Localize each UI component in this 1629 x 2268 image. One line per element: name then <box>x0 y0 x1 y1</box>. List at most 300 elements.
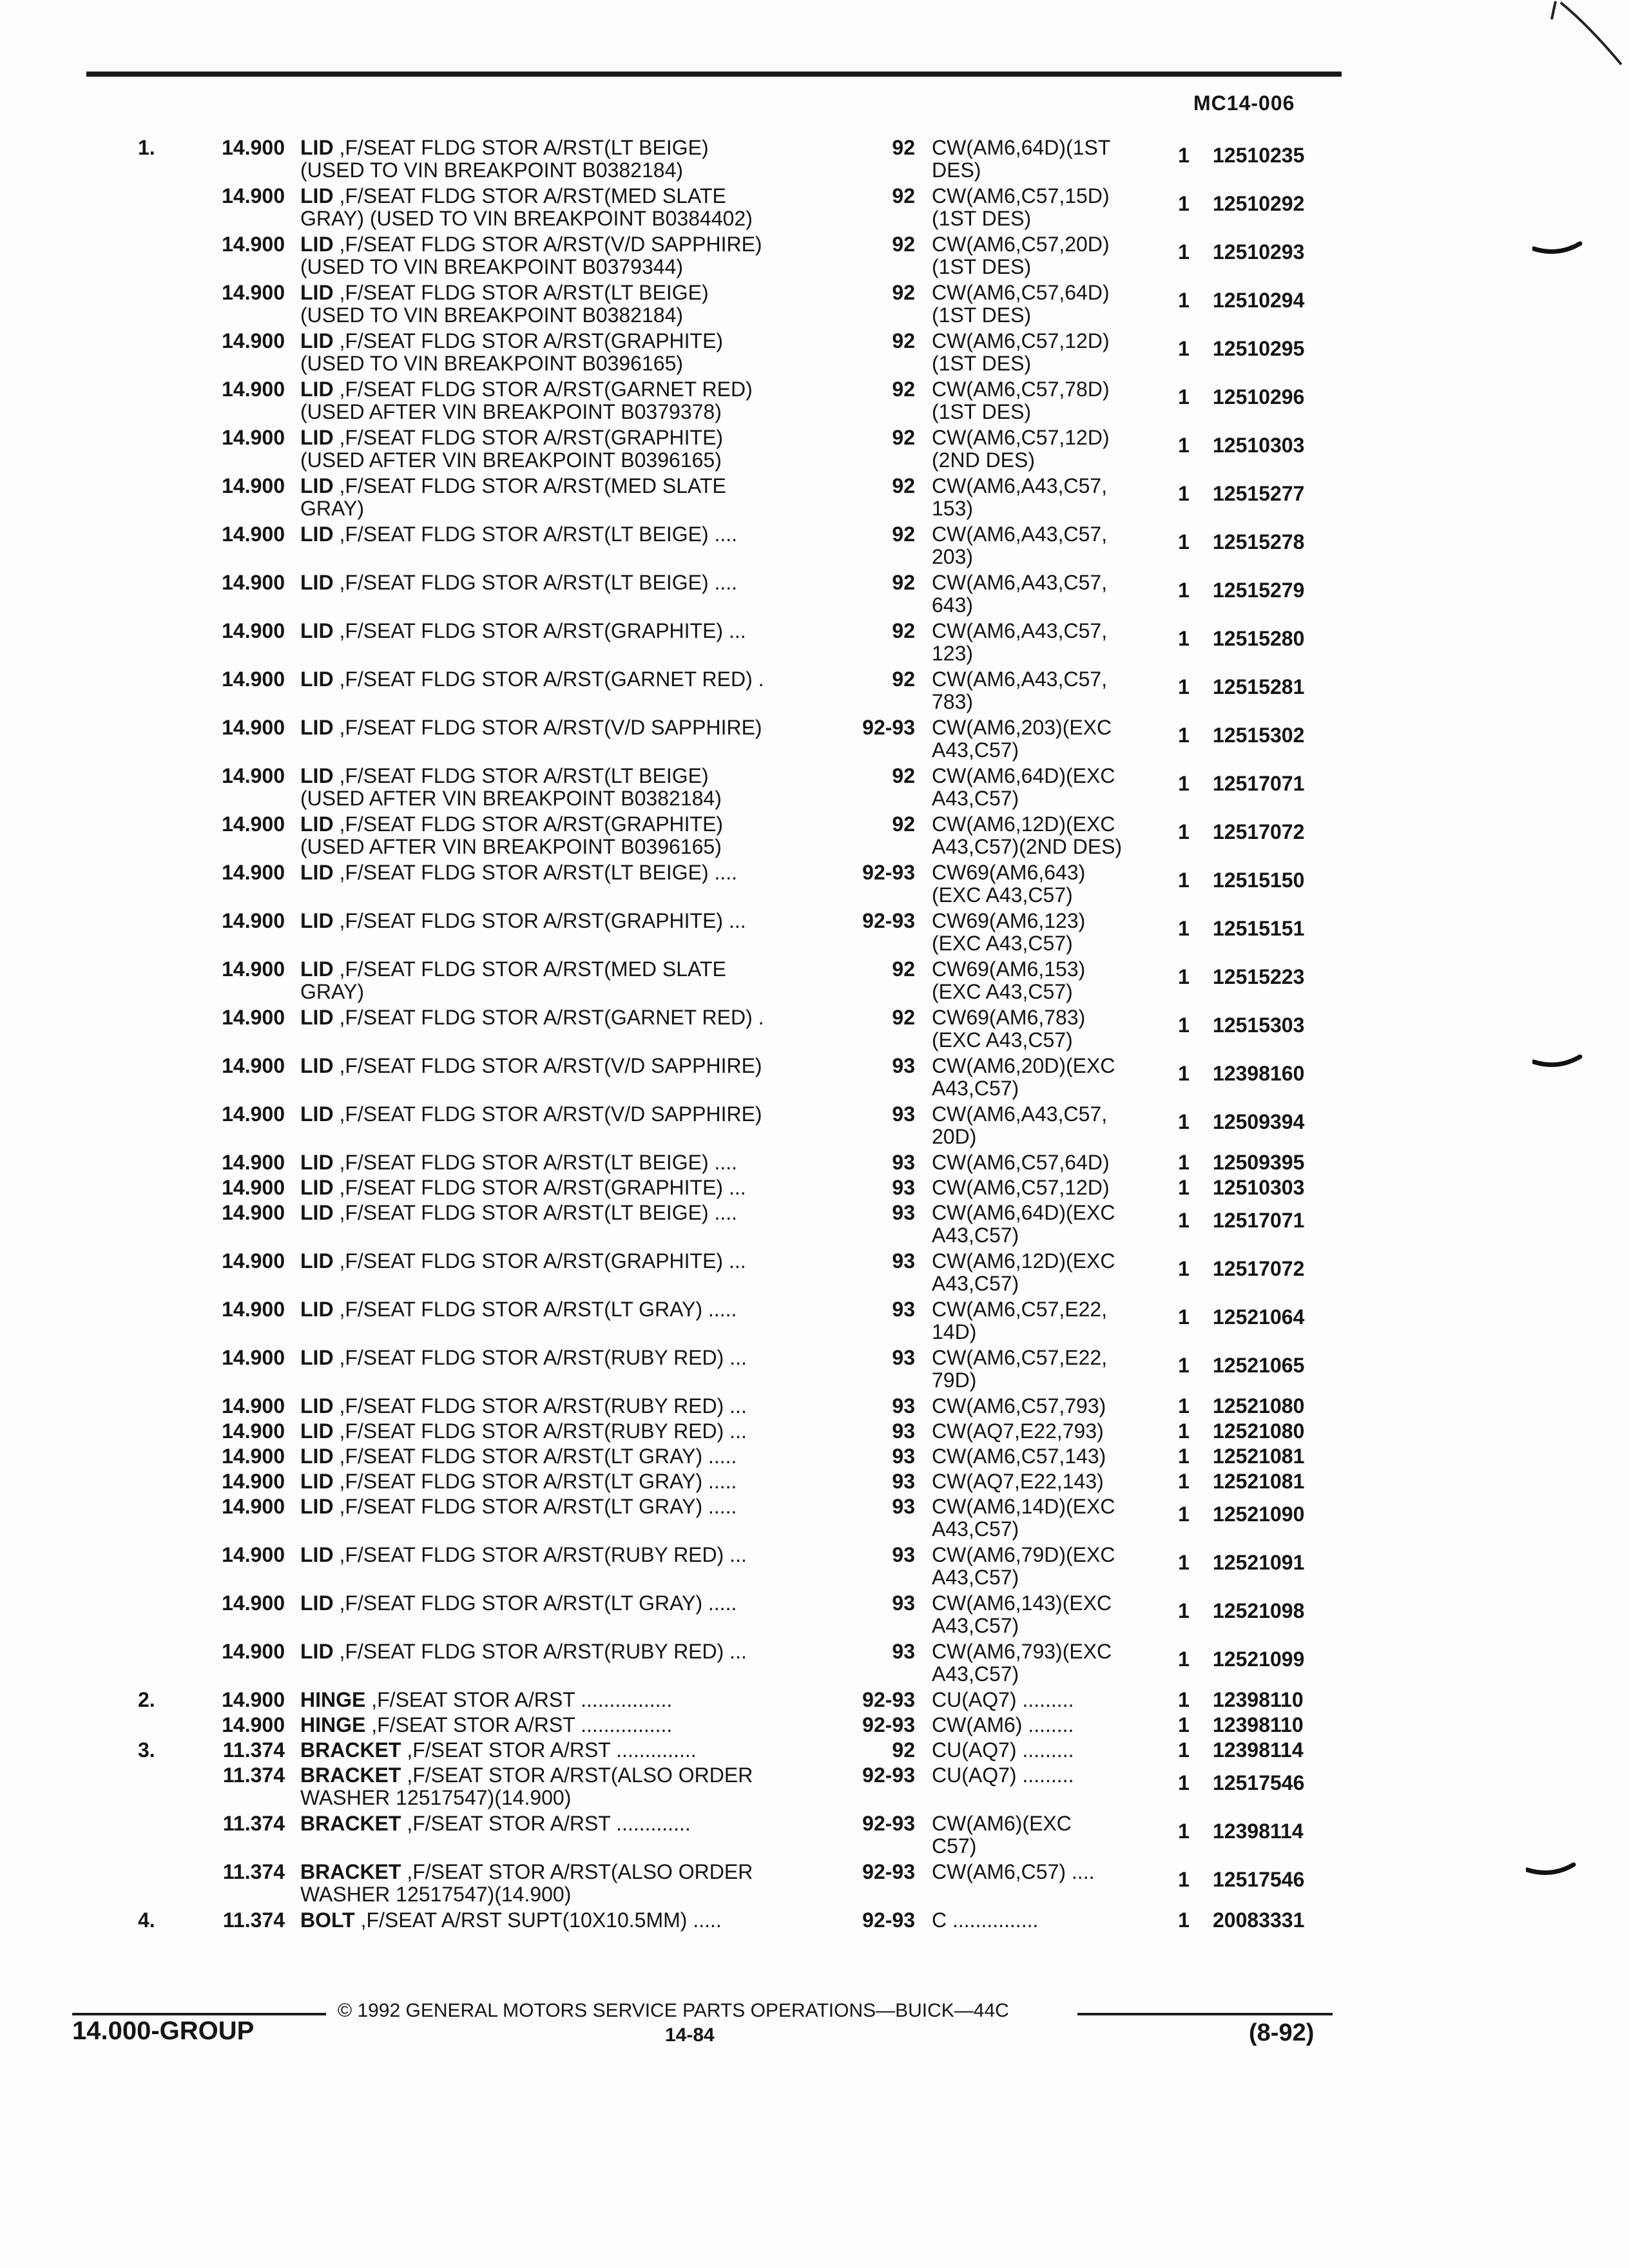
part-description <box>300 475 726 520</box>
model-year: 92-93 <box>862 1713 915 1736</box>
footer-page-number: 14-84 <box>665 2024 715 2046</box>
series-code-line: CW(AM6,C57,12D) <box>932 1176 1110 1199</box>
series-codes <box>932 1103 1107 1148</box>
quantity: 1 <box>1178 627 1190 650</box>
part-number: 12398160 <box>1213 1062 1305 1085</box>
series-codes <box>932 1298 1107 1343</box>
series-code-line: CW(AM6,C57) .... <box>932 1860 1095 1883</box>
description-line: LID ,F/SEAT FLDG STOR A/RST(LT GRAY) ..... <box>300 1445 737 1468</box>
model-year: 92 <box>892 378 915 401</box>
part-number: 12521080 <box>1213 1394 1305 1418</box>
group-number: 14.900 <box>222 1713 285 1736</box>
series-code-line: (EXC A43,C57) <box>932 883 1073 907</box>
series-code-line: CW(AM6,A43,C57, <box>932 523 1108 546</box>
quantity: 1 <box>1178 434 1190 457</box>
series-code-line: CW(AM6,C57,E22, <box>932 1298 1108 1321</box>
part-description <box>300 427 723 472</box>
quantity: 1 <box>1178 1419 1190 1443</box>
series-codes <box>932 1347 1107 1392</box>
model-year: 93 <box>892 1201 915 1224</box>
description-line: LID ,F/SEAT FLDG STOR A/RST(LT BEIGE) .... <box>300 1201 738 1224</box>
quantity: 1 <box>1178 1648 1190 1671</box>
series-code-line: (2ND DES) <box>932 448 1036 472</box>
part-description <box>300 572 737 594</box>
part-number: 12515278 <box>1213 530 1305 553</box>
series-code-line: CW(AM6,C57,78D) <box>932 378 1110 401</box>
series-codes <box>932 813 1122 858</box>
description-line: (USED TO VIN BREAKPOINT B0379344) <box>300 255 684 278</box>
series-code-line: CW(AM6,C57,64D) <box>932 1151 1110 1174</box>
description-line: LID ,F/SEAT FLDG STOR A/RST(MED SLATE <box>300 184 726 207</box>
series-code-line: A43,C57) <box>932 1224 1019 1247</box>
series-code-line: 14D) <box>932 1320 977 1343</box>
series-codes <box>932 861 1085 907</box>
group-number: 14.900 <box>222 1688 285 1711</box>
model-year: 92-93 <box>862 909 915 932</box>
group-number: 14.900 <box>222 812 285 836</box>
quantity: 1 <box>1178 1257 1190 1280</box>
part-number: 12510293 <box>1213 240 1305 264</box>
footer-rule-right <box>1077 2013 1333 2015</box>
part-description <box>300 1861 753 1906</box>
group-number: 11.374 <box>222 1860 285 1883</box>
series-codes <box>932 137 1110 182</box>
quantity: 1 <box>1178 1738 1190 1762</box>
description-line: LID ,F/SEAT FLDG STOR A/RST(LT BEIGE) <box>300 764 709 787</box>
part-description <box>300 668 764 691</box>
margin-tick-mark <box>1532 1053 1584 1079</box>
model-year: 92 <box>892 668 915 691</box>
part-number: 12521099 <box>1213 1648 1305 1671</box>
quantity: 1 <box>1178 192 1190 215</box>
series-code-line: CU(AQ7) ......... <box>932 1763 1074 1787</box>
group-number: 14.900 <box>222 474 285 497</box>
part-description <box>300 1689 672 1711</box>
part-number: 12517546 <box>1213 1868 1305 1891</box>
model-year: 92-93 <box>862 861 915 884</box>
part-number: 12515302 <box>1213 724 1305 747</box>
series-code-line: 79D) <box>932 1369 977 1392</box>
series-codes <box>932 378 1110 423</box>
group-number: 14.900 <box>222 1394 285 1418</box>
group-number: 14.900 <box>222 909 285 932</box>
model-year: 93 <box>892 1298 915 1321</box>
series-codes <box>932 1177 1110 1199</box>
model-year: 92 <box>892 1738 915 1762</box>
model-year: 92 <box>892 474 915 497</box>
model-year: 93 <box>892 1445 915 1468</box>
series-codes <box>932 1420 1104 1443</box>
model-year: 92-93 <box>862 716 915 739</box>
part-number: 12510296 <box>1213 385 1305 408</box>
series-codes <box>932 1861 1094 1883</box>
series-code-line: A43,C57) <box>932 1566 1019 1589</box>
series-code-line: (1ST DES) <box>932 207 1032 230</box>
description-line: HINGE ,F/SEAT STOR A/RST ................ <box>300 1688 673 1711</box>
group-number: 14.900 <box>222 619 285 642</box>
description-line: LID ,F/SEAT FLDG STOR A/RST(RUBY RED) ... <box>300 1346 747 1369</box>
part-number: 12521064 <box>1213 1305 1305 1329</box>
description-line: HINGE ,F/SEAT STOR A/RST ................ <box>300 1713 673 1736</box>
series-codes <box>932 1739 1074 1762</box>
part-number: 12515280 <box>1213 627 1305 650</box>
part-description <box>300 378 753 423</box>
description-line: LID ,F/SEAT FLDG STOR A/RST(GRAPHITE) ... <box>300 619 746 642</box>
series-codes <box>932 1764 1074 1787</box>
quantity: 1 <box>1178 1354 1190 1377</box>
description-line: LID ,F/SEAT FLDG STOR A/RST(LT BEIGE) <box>300 136 709 159</box>
group-number: 14.900 <box>222 136 285 159</box>
corner-scratch-mark <box>1544 0 1629 71</box>
quantity: 1 <box>1178 1062 1190 1085</box>
model-year: 92 <box>892 329 915 352</box>
series-code-line: CW(AM6,A43,C57, <box>932 571 1108 594</box>
part-description <box>300 1470 737 1493</box>
group-number: 14.900 <box>222 1151 285 1174</box>
quantity: 1 <box>1178 1713 1190 1736</box>
description-line: BOLT ,F/SEAT A/RST SUPT(10X10.5MM) ..... <box>300 1908 722 1932</box>
description-line: LID ,F/SEAT FLDG STOR A/RST(GARNET RED) . <box>300 1006 764 1029</box>
part-description <box>300 910 746 932</box>
series-codes <box>932 523 1107 568</box>
group-number: 14.900 <box>222 668 285 691</box>
part-number: 12509395 <box>1213 1151 1305 1174</box>
series-code-line: A43,C57) <box>932 1517 1019 1541</box>
quantity: 1 <box>1178 1394 1190 1418</box>
group-number: 14.900 <box>222 426 285 449</box>
margin-tick-mark <box>1532 240 1584 265</box>
quantity: 1 <box>1178 1445 1190 1468</box>
series-code-line: C57) <box>932 1834 977 1858</box>
series-codes <box>932 185 1110 230</box>
model-year: 92-93 <box>862 1908 915 1932</box>
part-number: 12515150 <box>1213 869 1305 892</box>
description-line: WASHER 12517547)(14.900) <box>300 1883 572 1906</box>
quantity: 1 <box>1178 1551 1190 1574</box>
series-code-line: 153) <box>932 497 974 520</box>
part-description <box>300 958 726 1003</box>
part-description <box>300 1445 737 1468</box>
part-number: 20083331 <box>1213 1908 1305 1932</box>
part-description <box>300 282 709 327</box>
group-number: 14.900 <box>222 233 285 256</box>
description-line: LID ,F/SEAT FLDG STOR A/RST(GRAPHITE) ... <box>300 1249 746 1273</box>
series-code-line: (EXC A43,C57) <box>932 980 1073 1003</box>
series-codes <box>932 1006 1085 1052</box>
model-year: 93 <box>892 1249 915 1273</box>
model-year: 93 <box>892 1394 915 1418</box>
series-code-line: CW(AM6,12D)(EXC <box>932 812 1115 836</box>
series-code-line: CW69(AM6,153) <box>932 957 1086 981</box>
series-codes <box>932 1151 1110 1174</box>
series-code-line: CW(AM6,A43,C57, <box>932 1102 1108 1126</box>
part-number: 12515223 <box>1213 965 1305 988</box>
part-number: 12398114 <box>1213 1738 1304 1762</box>
series-code-line: CW(AM6,20D)(EXC <box>932 1054 1115 1077</box>
series-code-line: CW(AM6,A43,C57, <box>932 668 1108 691</box>
series-code-line: CW69(AM6,123) <box>932 909 1086 932</box>
series-codes <box>932 1495 1115 1541</box>
description-line: GRAY) <box>300 497 364 520</box>
series-codes <box>932 1689 1074 1711</box>
part-number: 12521081 <box>1213 1470 1305 1493</box>
model-year: 92 <box>892 136 915 159</box>
quantity: 1 <box>1178 579 1190 602</box>
group-number: 14.900 <box>222 1006 285 1029</box>
series-code-line: 643) <box>932 593 974 617</box>
series-code-line: CW(AM6,C57,793) <box>932 1394 1106 1418</box>
quantity: 1 <box>1178 1771 1190 1794</box>
group-number: 14.900 <box>222 861 285 884</box>
group-number: 14.900 <box>222 1201 285 1224</box>
model-year: 93 <box>892 1176 915 1199</box>
quantity: 1 <box>1178 1868 1190 1891</box>
series-codes <box>932 1470 1104 1493</box>
description-line: LID ,F/SEAT FLDG STOR A/RST(MED SLATE <box>300 474 726 497</box>
group-number: 14.900 <box>222 1102 285 1126</box>
series-code-line: CW69(AM6,783) <box>932 1006 1086 1029</box>
series-codes <box>932 330 1110 375</box>
description-line: LID ,F/SEAT FLDG STOR A/RST(LT GRAY) ..... <box>300 1298 737 1321</box>
part-description <box>300 1006 764 1029</box>
group-number: 14.900 <box>222 281 285 304</box>
description-line: LID ,F/SEAT FLDG STOR A/RST(GRAPHITE) <box>300 329 724 352</box>
series-code-line: CW(AM6,C57,20D) <box>932 233 1110 256</box>
series-code-line: CW(AM6,143)(EXC <box>932 1591 1112 1615</box>
footer-rule-left <box>72 2013 326 2015</box>
model-year: 92 <box>892 426 915 449</box>
quantity: 1 <box>1178 1305 1190 1329</box>
series-code-line: CW(AM6,64D)(1ST <box>932 136 1111 159</box>
description-line: LID ,F/SEAT FLDG STOR A/RST(GRAPHITE) <box>300 812 724 836</box>
quantity: 1 <box>1178 240 1190 264</box>
quantity: 1 <box>1178 772 1190 795</box>
quantity: 1 <box>1178 1820 1190 1843</box>
series-codes <box>932 1812 1072 1858</box>
part-description <box>300 1739 697 1762</box>
part-number: 12521081 <box>1213 1445 1305 1468</box>
group-number: 14.900 <box>222 1346 285 1369</box>
quantity: 1 <box>1178 1014 1190 1037</box>
series-code-line: 203) <box>932 545 974 568</box>
description-line: LID ,F/SEAT FLDG STOR A/RST(RUBY RED) ... <box>300 1419 747 1443</box>
model-year: 92-93 <box>862 1688 915 1711</box>
group-number: 14.900 <box>222 1543 285 1566</box>
model-year: 92 <box>892 571 915 594</box>
series-code-line: A43,C57) <box>932 1614 1019 1637</box>
series-codes <box>932 716 1112 762</box>
series-code-line: (1ST DES) <box>932 255 1032 278</box>
part-description <box>300 716 762 739</box>
series-code-line: CW(AM6,C57,12D) <box>932 329 1110 352</box>
series-code-line: CW(AM6,203)(EXC <box>932 716 1112 739</box>
series-code-line: CW(AM6,12D)(EXC <box>932 1249 1115 1273</box>
part-description <box>300 1495 737 1518</box>
group-number: 11.374 <box>222 1908 285 1932</box>
series-codes <box>932 282 1110 327</box>
footer-copyright: © 1992 GENERAL MOTORS SERVICE PARTS OPERATIONS—BUICK—44C <box>338 2000 1009 2021</box>
model-year: 92 <box>892 281 915 304</box>
series-code-line: CW(AM6,C57,143) <box>932 1445 1106 1468</box>
model-year: 93 <box>892 1470 915 1493</box>
quantity: 1 <box>1178 289 1190 312</box>
quantity: 1 <box>1178 1110 1190 1133</box>
description-line: LID ,F/SEAT FLDG STOR A/RST(LT BEIGE) .... <box>300 571 738 594</box>
part-number: 12517071 <box>1213 772 1305 795</box>
description-line: LID ,F/SEAT FLDG STOR A/RST(V/D SAPPHIRE) <box>300 716 762 739</box>
description-line: LID ,F/SEAT FLDG STOR A/RST(LT BEIGE) .... <box>300 1151 738 1174</box>
description-line: LID ,F/SEAT FLDG STOR A/RST(GRAPHITE) ... <box>300 1176 746 1199</box>
series-code-line: CW(AQ7,E22,143) <box>932 1470 1104 1493</box>
group-number: 14.900 <box>222 184 285 207</box>
group-number: 14.900 <box>222 329 285 352</box>
quantity: 1 <box>1178 1908 1190 1932</box>
series-code-line: A43,C57) <box>932 787 1019 810</box>
part-description <box>300 620 746 642</box>
quantity: 1 <box>1178 820 1190 843</box>
model-year: 92 <box>892 812 915 836</box>
description-line: LID ,F/SEAT FLDG STOR A/RST(GRAPHITE) <box>300 426 724 449</box>
model-year: 93 <box>892 1151 915 1174</box>
model-year: 92 <box>892 957 915 981</box>
model-year: 92 <box>892 1006 915 1029</box>
series-code-line: A43,C57) <box>932 1662 1019 1686</box>
part-number: 12509394 <box>1213 1110 1305 1133</box>
part-number: 12521098 <box>1213 1599 1305 1622</box>
series-codes <box>932 233 1110 278</box>
series-codes <box>932 1250 1115 1295</box>
series-code-line: (1ST DES) <box>932 400 1032 423</box>
quantity: 1 <box>1178 530 1190 553</box>
part-number: 12398110 <box>1213 1713 1304 1736</box>
series-code-line: A43,C57) <box>932 1077 1019 1100</box>
series-codes <box>932 1544 1115 1589</box>
series-codes <box>932 1640 1112 1686</box>
description-line: (USED TO VIN BREAKPOINT B0396165) <box>300 352 684 375</box>
quantity: 1 <box>1178 1599 1190 1622</box>
part-number: 12521080 <box>1213 1419 1305 1443</box>
description-line: LID ,F/SEAT FLDG STOR A/RST(V/D SAPPHIRE) <box>300 1102 762 1126</box>
quantity: 1 <box>1178 144 1190 167</box>
group-number: 11.374 <box>222 1812 285 1835</box>
description-line: GRAY) <box>300 980 364 1003</box>
part-description <box>300 1177 746 1199</box>
part-description <box>300 1714 672 1736</box>
part-number: 12510292 <box>1213 192 1305 215</box>
part-description <box>300 1544 747 1566</box>
part-description <box>300 1103 762 1126</box>
part-number: 12398110 <box>1213 1688 1304 1711</box>
group-number: 14.900 <box>222 378 285 401</box>
part-number: 12510303 <box>1213 1176 1305 1199</box>
group-number: 14.900 <box>222 1470 285 1493</box>
series-code-line: CW(AM6,793)(EXC <box>932 1640 1112 1663</box>
part-description <box>300 813 723 858</box>
quantity: 1 <box>1178 965 1190 988</box>
description-line: (USED AFTER VIN BREAKPOINT B0382184) <box>300 787 722 810</box>
part-number: 12521091 <box>1213 1551 1305 1574</box>
description-line: LID ,F/SEAT FLDG STOR A/RST(GARNET RED) <box>300 378 753 401</box>
quantity: 1 <box>1178 1470 1190 1493</box>
model-year: 92 <box>892 619 915 642</box>
part-description <box>300 185 753 230</box>
quantity: 1 <box>1178 1151 1190 1174</box>
description-line: LID ,F/SEAT FLDG STOR A/RST(MED SLATE <box>300 957 726 981</box>
series-codes <box>932 1714 1074 1736</box>
series-code-line: CU(AQ7) ......... <box>932 1688 1074 1711</box>
group-number: 14.900 <box>222 1640 285 1663</box>
series-code-line: (EXC A43,C57) <box>932 932 1073 955</box>
group-number: 14.900 <box>222 716 285 739</box>
model-year: 92-93 <box>862 1860 915 1883</box>
group-number: 14.900 <box>222 1249 285 1273</box>
group-number: 11.374 <box>222 1738 285 1762</box>
part-description <box>300 1151 737 1174</box>
group-number: 11.374 <box>222 1763 285 1787</box>
description-line: (USED AFTER VIN BREAKPOINT B0396165) <box>300 448 722 472</box>
series-codes <box>932 958 1085 1003</box>
part-number: 12515151 <box>1213 917 1305 940</box>
item-number: 1. <box>138 136 155 159</box>
part-number: 12515281 <box>1213 675 1305 698</box>
quantity: 1 <box>1178 1688 1190 1711</box>
description-line: LID ,F/SEAT FLDG STOR A/RST(LT GRAY) ..... <box>300 1470 737 1493</box>
series-code-line: (1ST DES) <box>932 303 1032 327</box>
quantity: 1 <box>1178 869 1190 892</box>
model-year: 92-93 <box>862 1812 915 1835</box>
series-codes <box>932 572 1107 617</box>
series-codes <box>932 1202 1115 1247</box>
series-code-line: CW(AM6,64D)(EXC <box>932 764 1115 787</box>
series-code-line: C ............... <box>932 1908 1039 1932</box>
group-number: 14.900 <box>222 764 285 787</box>
part-description <box>300 1250 746 1273</box>
series-codes <box>932 475 1107 520</box>
part-description <box>300 1909 722 1932</box>
series-code-line: CW(AM6,A43,C57, <box>932 619 1108 642</box>
description-line: LID ,F/SEAT FLDG STOR A/RST(LT GRAY) ..... <box>300 1495 737 1518</box>
series-code-line: CW(AQ7,E22,793) <box>932 1419 1104 1443</box>
part-description <box>300 137 709 182</box>
item-number: 3. <box>138 1738 155 1762</box>
series-code-line: CU(AQ7) ......... <box>932 1738 1074 1762</box>
part-description <box>300 233 762 278</box>
series-codes <box>932 1909 1038 1932</box>
description-line: LID ,F/SEAT FLDG STOR A/RST(RUBY RED) ... <box>300 1640 747 1663</box>
part-number: 12510294 <box>1213 289 1305 312</box>
series-code-line: CW(AM6,64D)(EXC <box>932 1201 1115 1224</box>
series-codes <box>932 668 1107 713</box>
description-line: (USED TO VIN BREAKPOINT B0382184) <box>300 303 684 327</box>
part-number: 12515303 <box>1213 1014 1305 1037</box>
quantity: 1 <box>1178 337 1190 360</box>
series-code-line: A43,C57) <box>932 738 1019 762</box>
series-codes <box>932 620 1107 665</box>
model-year: 93 <box>892 1054 915 1077</box>
series-code-line: CW69(AM6,643) <box>932 861 1086 884</box>
group-number: 14.900 <box>222 1591 285 1615</box>
page-code: MC14-006 <box>1193 91 1295 115</box>
quantity: 1 <box>1178 385 1190 408</box>
quantity: 1 <box>1178 482 1190 505</box>
item-number: 2. <box>138 1688 155 1711</box>
series-codes <box>932 1055 1115 1100</box>
group-number: 14.900 <box>222 1495 285 1518</box>
part-description <box>300 1298 737 1321</box>
description-line: (USED TO VIN BREAKPOINT B0382184) <box>300 159 684 182</box>
part-description <box>300 523 737 546</box>
part-description <box>300 1202 737 1224</box>
